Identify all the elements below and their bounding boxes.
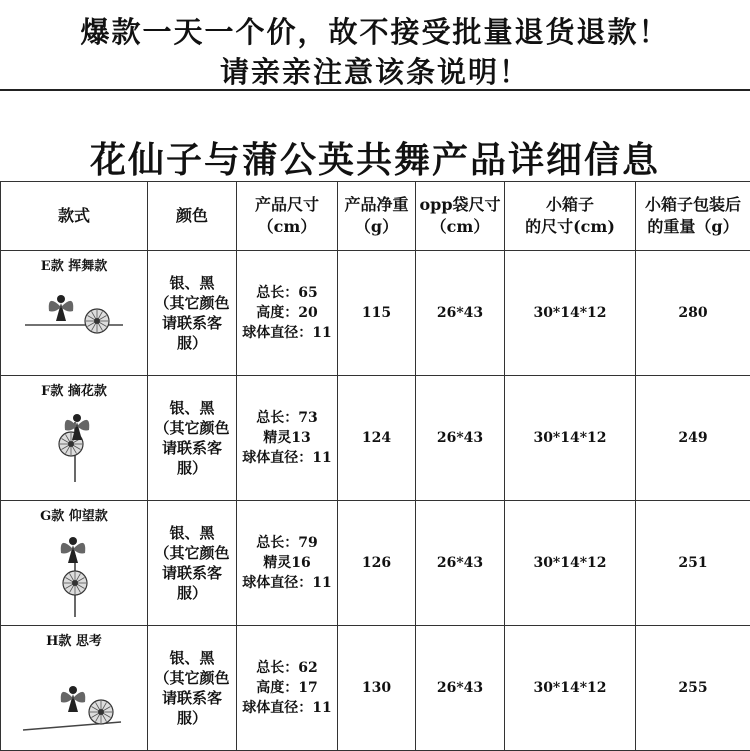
opp-size-cell: 26*43: [416, 376, 505, 501]
box-size-cell: 30*14*12: [505, 376, 636, 501]
table-header-row: [1, 182, 750, 251]
size-cell: 总长：79 精灵16 球体直径：11: [237, 501, 338, 626]
opp-size-cell: 26*43: [416, 626, 505, 751]
net-weight-cell: 115: [338, 251, 416, 376]
net-weight-cell: 130: [338, 626, 416, 751]
fairy-with-dandelion-e-icon: [15, 277, 135, 369]
header-opp-size: opp袋尺寸 （cm）: [416, 182, 505, 251]
packed-weight-cell: 255: [636, 626, 750, 751]
packed-weight-cell: 249: [636, 376, 750, 501]
product-table: [0, 181, 750, 751]
table-row: [1, 376, 750, 501]
opp-size-cell: 26*43: [416, 251, 505, 376]
style-name: E款 挥舞款: [1, 255, 147, 274]
header-net-weight: 产品净重 （g）: [338, 182, 416, 251]
fairy-with-dandelion-h-icon: [15, 652, 135, 744]
header-color: 颜色: [148, 182, 237, 251]
style-name: F款 摘花款: [1, 380, 147, 399]
net-weight-cell: 124: [338, 376, 416, 501]
divider: [0, 89, 750, 91]
style-cell: [1, 626, 148, 751]
notice-line-2: 请亲亲注意该条说明！: [0, 50, 750, 91]
header-style: 款式: [1, 182, 148, 251]
table-row: [1, 626, 750, 751]
style-cell: [1, 376, 148, 501]
opp-size-cell: 26*43: [416, 501, 505, 626]
header-box-size: 小箱子 的尺寸(cm): [505, 182, 636, 251]
box-size-cell: 30*14*12: [505, 251, 636, 376]
table-row: [1, 501, 750, 626]
color-cell: 银、黑 （其它颜色 请联系客 服）: [148, 251, 237, 376]
header-size: 产品尺寸 （cm）: [237, 182, 338, 251]
color-cell: 银、黑 （其它颜色 请联系客 服）: [148, 376, 237, 501]
net-weight-cell: 126: [338, 501, 416, 626]
header-packed-weight: 小箱子包装后 的重量（g）: [636, 182, 750, 251]
page-title: 花仙子与蒲公英共舞产品详细信息: [0, 132, 750, 183]
box-size-cell: 30*14*12: [505, 626, 636, 751]
table-row: [1, 251, 750, 376]
box-size-cell: 30*14*12: [505, 501, 636, 626]
notice-line-1: 爆款一天一个价，故不接受批量退货退款！: [0, 10, 750, 51]
size-cell: 总长：73 精灵13 球体直径：11: [237, 376, 338, 501]
packed-weight-cell: 280: [636, 251, 750, 376]
style-name: G款 仰望款: [1, 505, 147, 524]
style-name: H款 思考: [1, 630, 147, 649]
size-cell: 总长：65 高度：20 球体直径：11: [237, 251, 338, 376]
fairy-with-dandelion-f-icon: [15, 402, 135, 494]
color-cell: 银、黑 （其它颜色 请联系客 服）: [148, 626, 237, 751]
style-cell: [1, 501, 148, 626]
packed-weight-cell: 251: [636, 501, 750, 626]
color-cell: 银、黑 （其它颜色 请联系客 服）: [148, 501, 237, 626]
fairy-with-dandelion-g-icon: [15, 527, 135, 619]
style-cell: [1, 251, 148, 376]
size-cell: 总长：62 高度：17 球体直径：11: [237, 626, 338, 751]
